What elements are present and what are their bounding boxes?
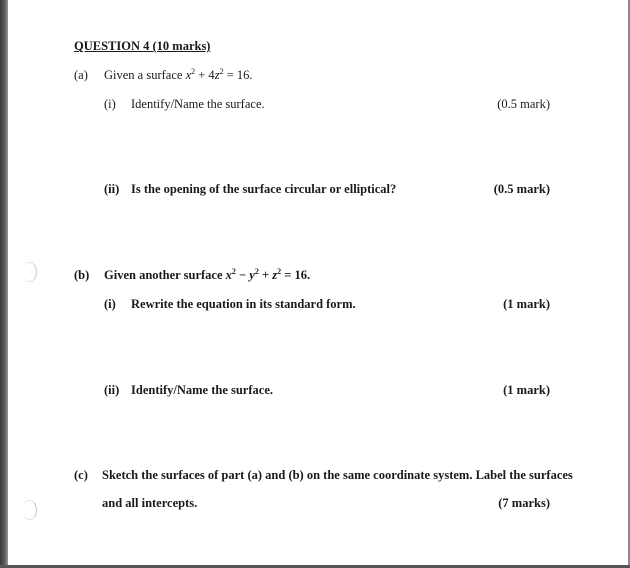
binder-hole-mark-1 [22,262,37,282]
part-a-eq-term-z: z [214,68,220,82]
part-b-statement [104,268,310,283]
part-b-eq-term-z: z [272,268,278,282]
part-b-ii-number: (ii) [104,383,120,397]
part-b-eq-exp-2: 2 [254,267,259,276]
part-a-eq-term-x: x [185,68,192,82]
binder-hole-mark-2 [22,500,37,520]
part-b-i-number: (i) [104,297,116,311]
part-b-eq-op-2: + [258,268,273,282]
part-a-ii-marks: (0.5 mark) [493,182,550,196]
part-a-label: (a) [74,68,88,82]
part-a-eq-exp-1: 2 [191,67,196,76]
part-a-intro: Given a surface [104,68,186,82]
part-b-eq-exp-1: 2 [231,267,236,276]
part-c-marks: (7 marks) [498,496,550,510]
part-c-text-line-1: Sketch the surfaces of part (a) and (b) on the same coordinate system. Label the surfaces [102,468,573,482]
part-a-eq-op: + 4 [195,68,215,82]
part-b-ii-marks: (1 mark) [503,383,550,397]
part-b-ii-text: Identify/Name the surface. [131,383,273,397]
part-a-i-text: Identify/Name the surface. [131,97,265,111]
part-a-ii-number: (ii) [104,182,120,196]
part-c-label: (c) [74,468,88,482]
page-left-edge [0,0,8,568]
part-b-eq-op-1: − [235,268,250,282]
part-a-statement [104,68,253,83]
part-c-text-line-2: and all intercepts. [102,496,198,510]
part-a-i-marks: (0.5 mark) [497,97,550,111]
part-b-i-text: Rewrite the equation in its standard form. [131,297,356,311]
part-b-eq-rhs: = 16. [281,268,311,282]
part-b-eq-term-y: y [249,268,255,282]
part-b-eq-exp-3: 2 [277,267,282,276]
part-a-ii-text: Is the opening of the surface circular or elliptical? [131,182,397,196]
part-b-eq-term-x: x [225,268,232,282]
part-b-i-marks: (1 mark) [503,297,550,311]
part-a-eq-exp-2: 2 [219,67,224,76]
part-b-label: (b) [74,268,90,282]
question-title: QUESTION 4 (10 marks) [74,39,211,53]
part-a-i-number: (i) [104,97,116,111]
part-b-intro: Given another surface [104,268,226,282]
part-a-eq-rhs: = 16. [223,68,253,82]
